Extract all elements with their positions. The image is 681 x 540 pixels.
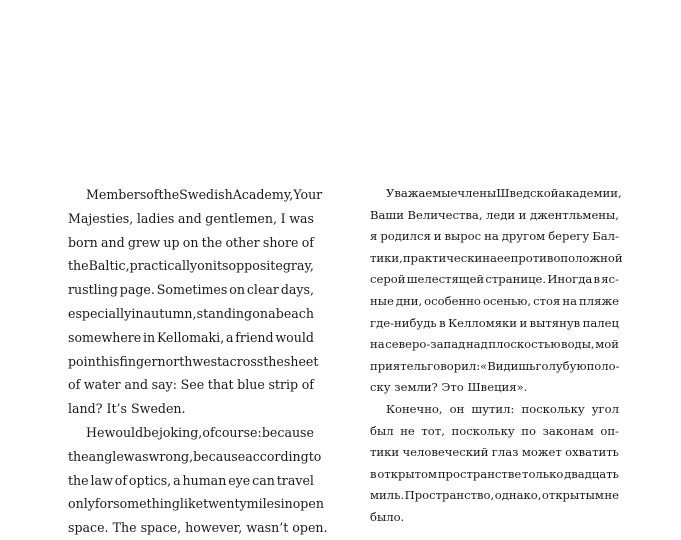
text-line: land? It’s Sweden. [68,401,186,417]
paragraph [370,183,623,399]
text-line: Уважаемые члены Шведской академии, [386,186,622,200]
text-line: the angle was wrong, because according to [68,448,322,464]
text-line: тики человеческий глаз может охватить [370,445,619,460]
text-line: of water and say: See that blue strip of [68,377,314,393]
text-line: было. [370,509,405,524]
text-line: the law of optics, a human eye can travel [68,472,314,488]
text-line: ску земли? Это Швеция». [370,380,528,395]
text-line: ные дни, особенно осенью, стоя на пляже [370,293,619,308]
text-line: space. The space, however, wasn’t open. [68,520,328,536]
text-line: на северо-запад над плоскостью воды, мой [370,337,619,352]
text-line: Конечно, он шутил: поскольку угол [386,401,619,416]
text-line: был не тот, поскольку по законам оп- [370,423,619,438]
text-line: only for something like twenty miles in open [68,496,324,512]
text-line: где-нибудь в Келломяки и вытянув палец [370,315,619,330]
text-line: Ваши Величества, леди и джентльмены, [370,207,619,222]
text-line: the Baltic, practically on its opposite gray, [68,258,314,274]
text-line: especially in autumn, standing on a beach [68,305,314,321]
text-line: point his finger northwest across the sheet [68,353,319,369]
text-line: серой шелестящей странице. Иногда в яс- [370,272,619,287]
text-line: He would be joking, of course: because [86,424,314,440]
text-line: Majesties, ladies and gentlemen, I was [68,210,314,226]
english-column [68,183,328,540]
paragraph [68,183,323,421]
text-line: миль. Пространство, однако, открытым не [370,488,619,503]
text-line: somewhere in Kellomaki, a friend would [68,329,314,345]
text-line: born and grew up on the other shore of [68,234,314,250]
russian-column [370,183,623,529]
text-line: rustling page. Sometimes on clear days, [68,282,314,298]
text-line: в открытом пространстве только двадцать [370,466,619,481]
text-line: я родился и вырос на другом берегу Бал- [370,229,619,244]
text-line: Members of the Swedish Academy, Your [86,187,323,202]
text-line: тики, практически на ее противоположной [370,250,623,265]
paragraph [370,399,619,529]
paragraph [68,421,328,540]
text-line: приятель говорил: «Видишь голубую поло- [370,358,620,373]
